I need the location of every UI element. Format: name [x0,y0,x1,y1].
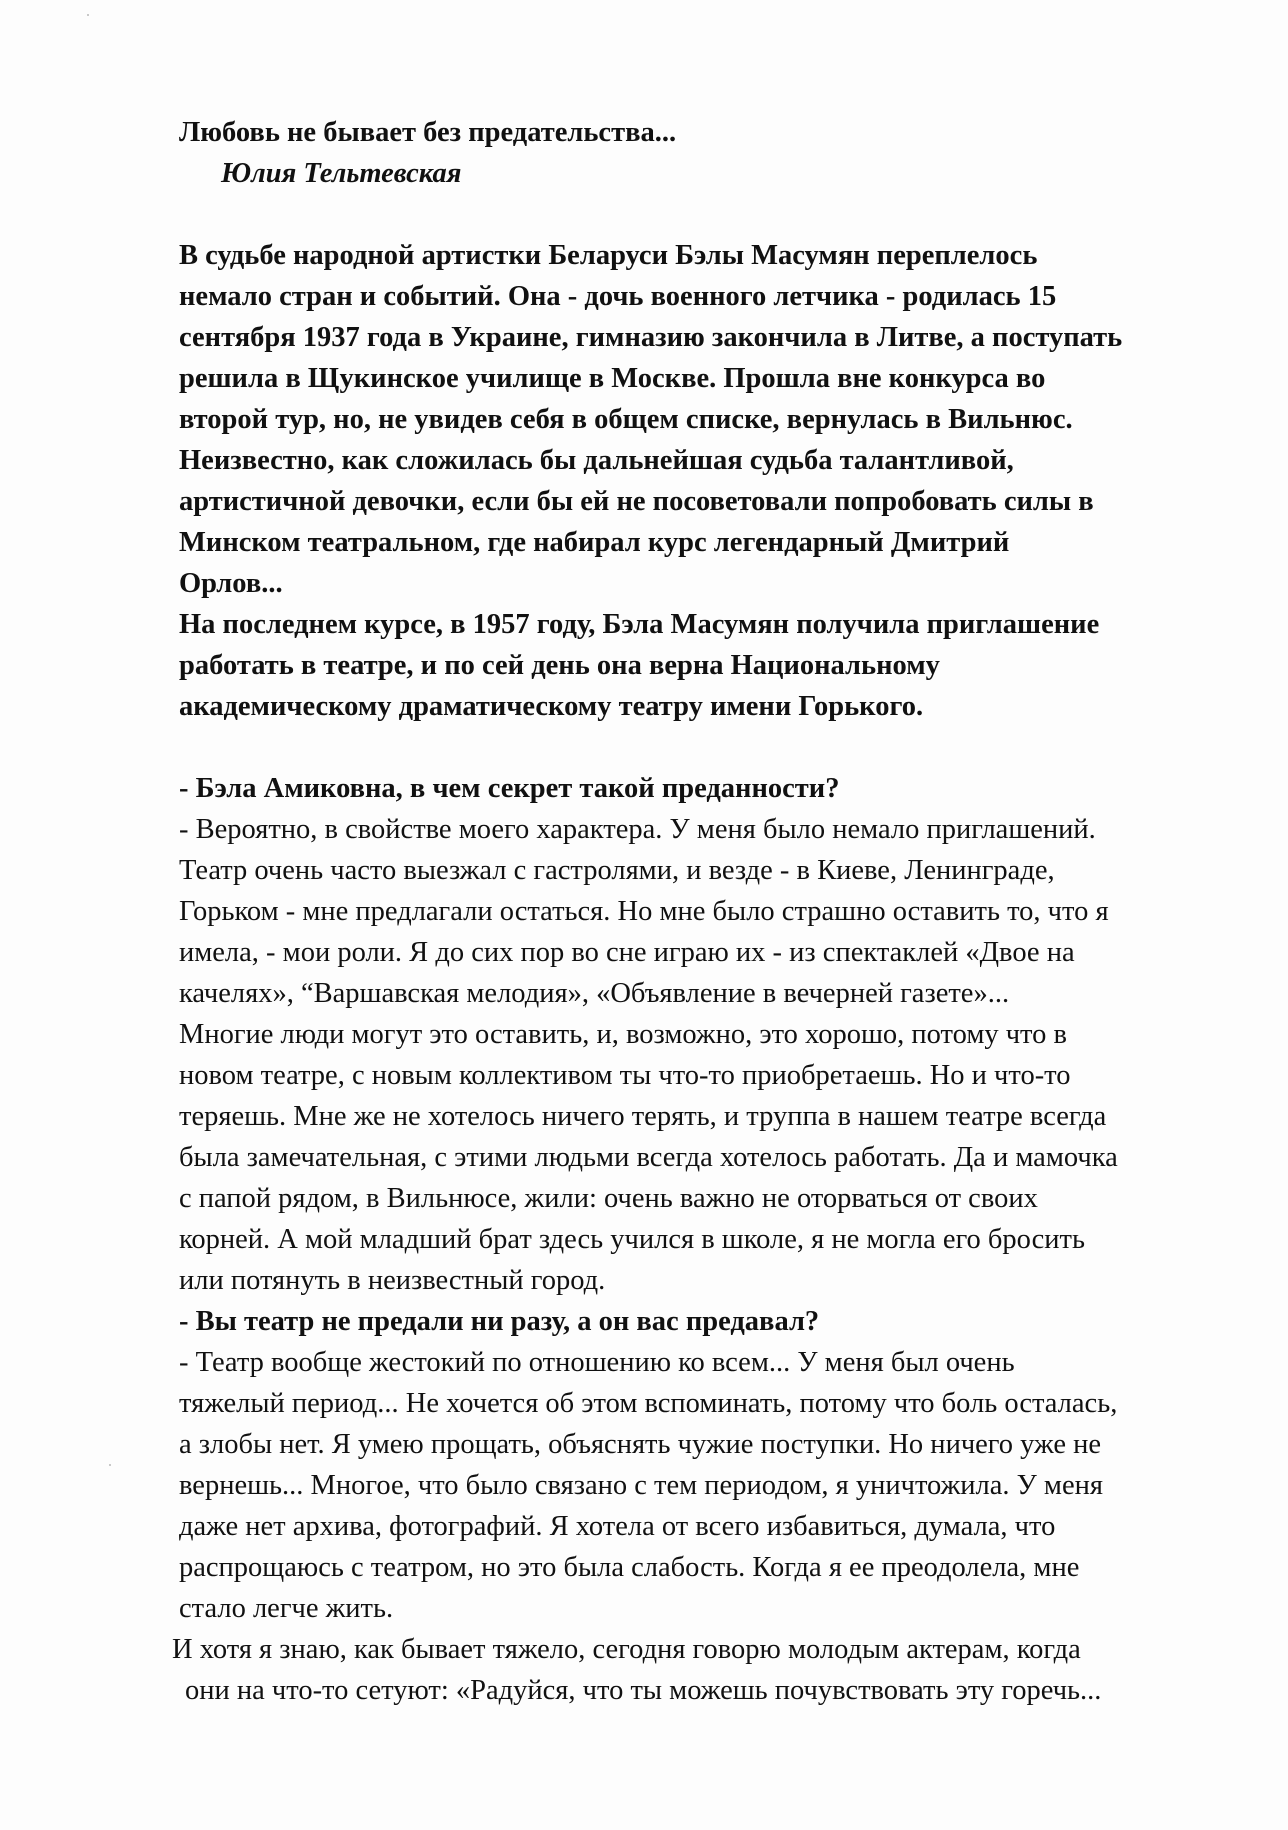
answer-line: Многие люди могут это оставить, и, возможно, это хорошо, потому что в [179,1019,1067,1050]
answer-line: корней. А мой младший брат здесь учился в школе, я не могла его бросить [179,1224,1085,1255]
answer-line: даже нет архива, фотографий. Я хотела от всего избавиться, думала, что [179,1511,1056,1542]
spacer [179,194,1199,235]
intro-line: работать в театре, и по сей день она верна Национальному [179,650,940,681]
answer-line: И хотя я знаю, как бывает тяжело, сегодня говорю молодым актерам, когда [172,1634,1081,1665]
answer-line: теряешь. Мне же не хотелось ничего терять, и труппа в нашем театре всегда [179,1101,1107,1132]
answer-line: Театр очень часто выезжал с гастролями, и везде - в Киеве, Ленинграде, [179,855,1055,886]
intro-line: Орлов... [179,568,283,599]
answer-line: имела, - мои роли. Я до сих пор во сне играю их - из спектаклей «Двое на [179,937,1075,968]
interview-question: - Бэла Амиковна, в чем секрет такой преданности? [179,773,840,804]
article-body [172,112,1199,1711]
intro-line: второй тур, но, не увидев себя в общем списке, вернулась в Вильнюс. [179,404,1073,435]
intro-line: академическому драматическому театру имени Горького. [179,691,924,722]
answer-line: - Театр вообще жестокий по отношению ко всем... У меня был очень [179,1347,1015,1378]
answer-line: вернешь... Многое, что было связано с тем периодом, я уничтожила. У меня [179,1470,1103,1501]
scan-speck [87,14,89,16]
answer-line: новом театре, с новым коллективом ты что-то приобретаешь. Но и что-то [179,1060,1071,1091]
answer-line: а злобы нет. Я умею прощать, объяснять чужие поступки. Но ничего уже не [179,1429,1102,1460]
intro-line: На последнем курсе, в 1957 году, Бэла Масумян получила приглашение [179,609,1100,640]
interview-question: - Вы театр не предали ни разу, а он вас предавал? [179,1306,820,1337]
intro-line: немало стран и событий. Она - дочь военного летчика - родилась 15 [179,281,1057,312]
intro-paragraph [179,235,1199,727]
answer-line: тяжелый период... Не хочется об этом вспоминать, потому что боль осталась, [179,1388,1118,1419]
interview-answer-continued [172,1629,1199,1711]
answer-line: качелях», “Варшавская мелодия», «Объявление в вечерней газете»... [179,978,1010,1009]
intro-line: решила в Щукинское училище в Москве. Прошла вне конкурса во [179,363,1046,394]
answer-line: или потянуть в неизвестный город. [179,1265,606,1296]
intro-line: Неизвестно, как сложилась бы дальнейшая судьба талантливой, [179,445,1014,476]
interview-answer [179,1342,1199,1629]
article-title: Любовь не бывает без предательства... [179,117,677,148]
scan-speck [109,1464,111,1466]
answer-line: они на что-то сетуют: «Радуйся, что ты можешь почувствовать эту горечь... [185,1675,1102,1706]
answer-line: с папой рядом, в Вильнюсе, жили: очень важно не оторваться от своих [179,1183,1038,1214]
intro-line: В судьбе народной артистки Беларуси Бэлы Масумян переплелось [179,240,1038,271]
answer-line: Горьком - мне предлагали остаться. Но мне было страшно оставить то, что я [179,896,1109,927]
intro-line: Минском театральном, где набирал курс легендарный Дмитрий [179,527,1010,558]
interview-answer [179,809,1199,1301]
answer-line: была замечательная, с этими людьми всегда хотелось работать. Да и мамочка [179,1142,1118,1173]
article-author: Юлия Тельтевская [221,158,462,189]
spacer [179,727,1199,768]
answer-line: стало легче жить. [179,1593,394,1624]
answer-line: - Вероятно, в свойстве моего характера. У меня было немало приглашений. [179,814,1096,845]
intro-line: артистичной девочки, если бы ей не посоветовали попробовать силы в [179,486,1094,517]
answer-line: распрощаюсь с театром, но это была слабость. Когда я ее преодолела, мне [179,1552,1080,1583]
intro-line: сентября 1937 года в Украине, гимназию закончила в Литве, а поступать [179,322,1123,353]
